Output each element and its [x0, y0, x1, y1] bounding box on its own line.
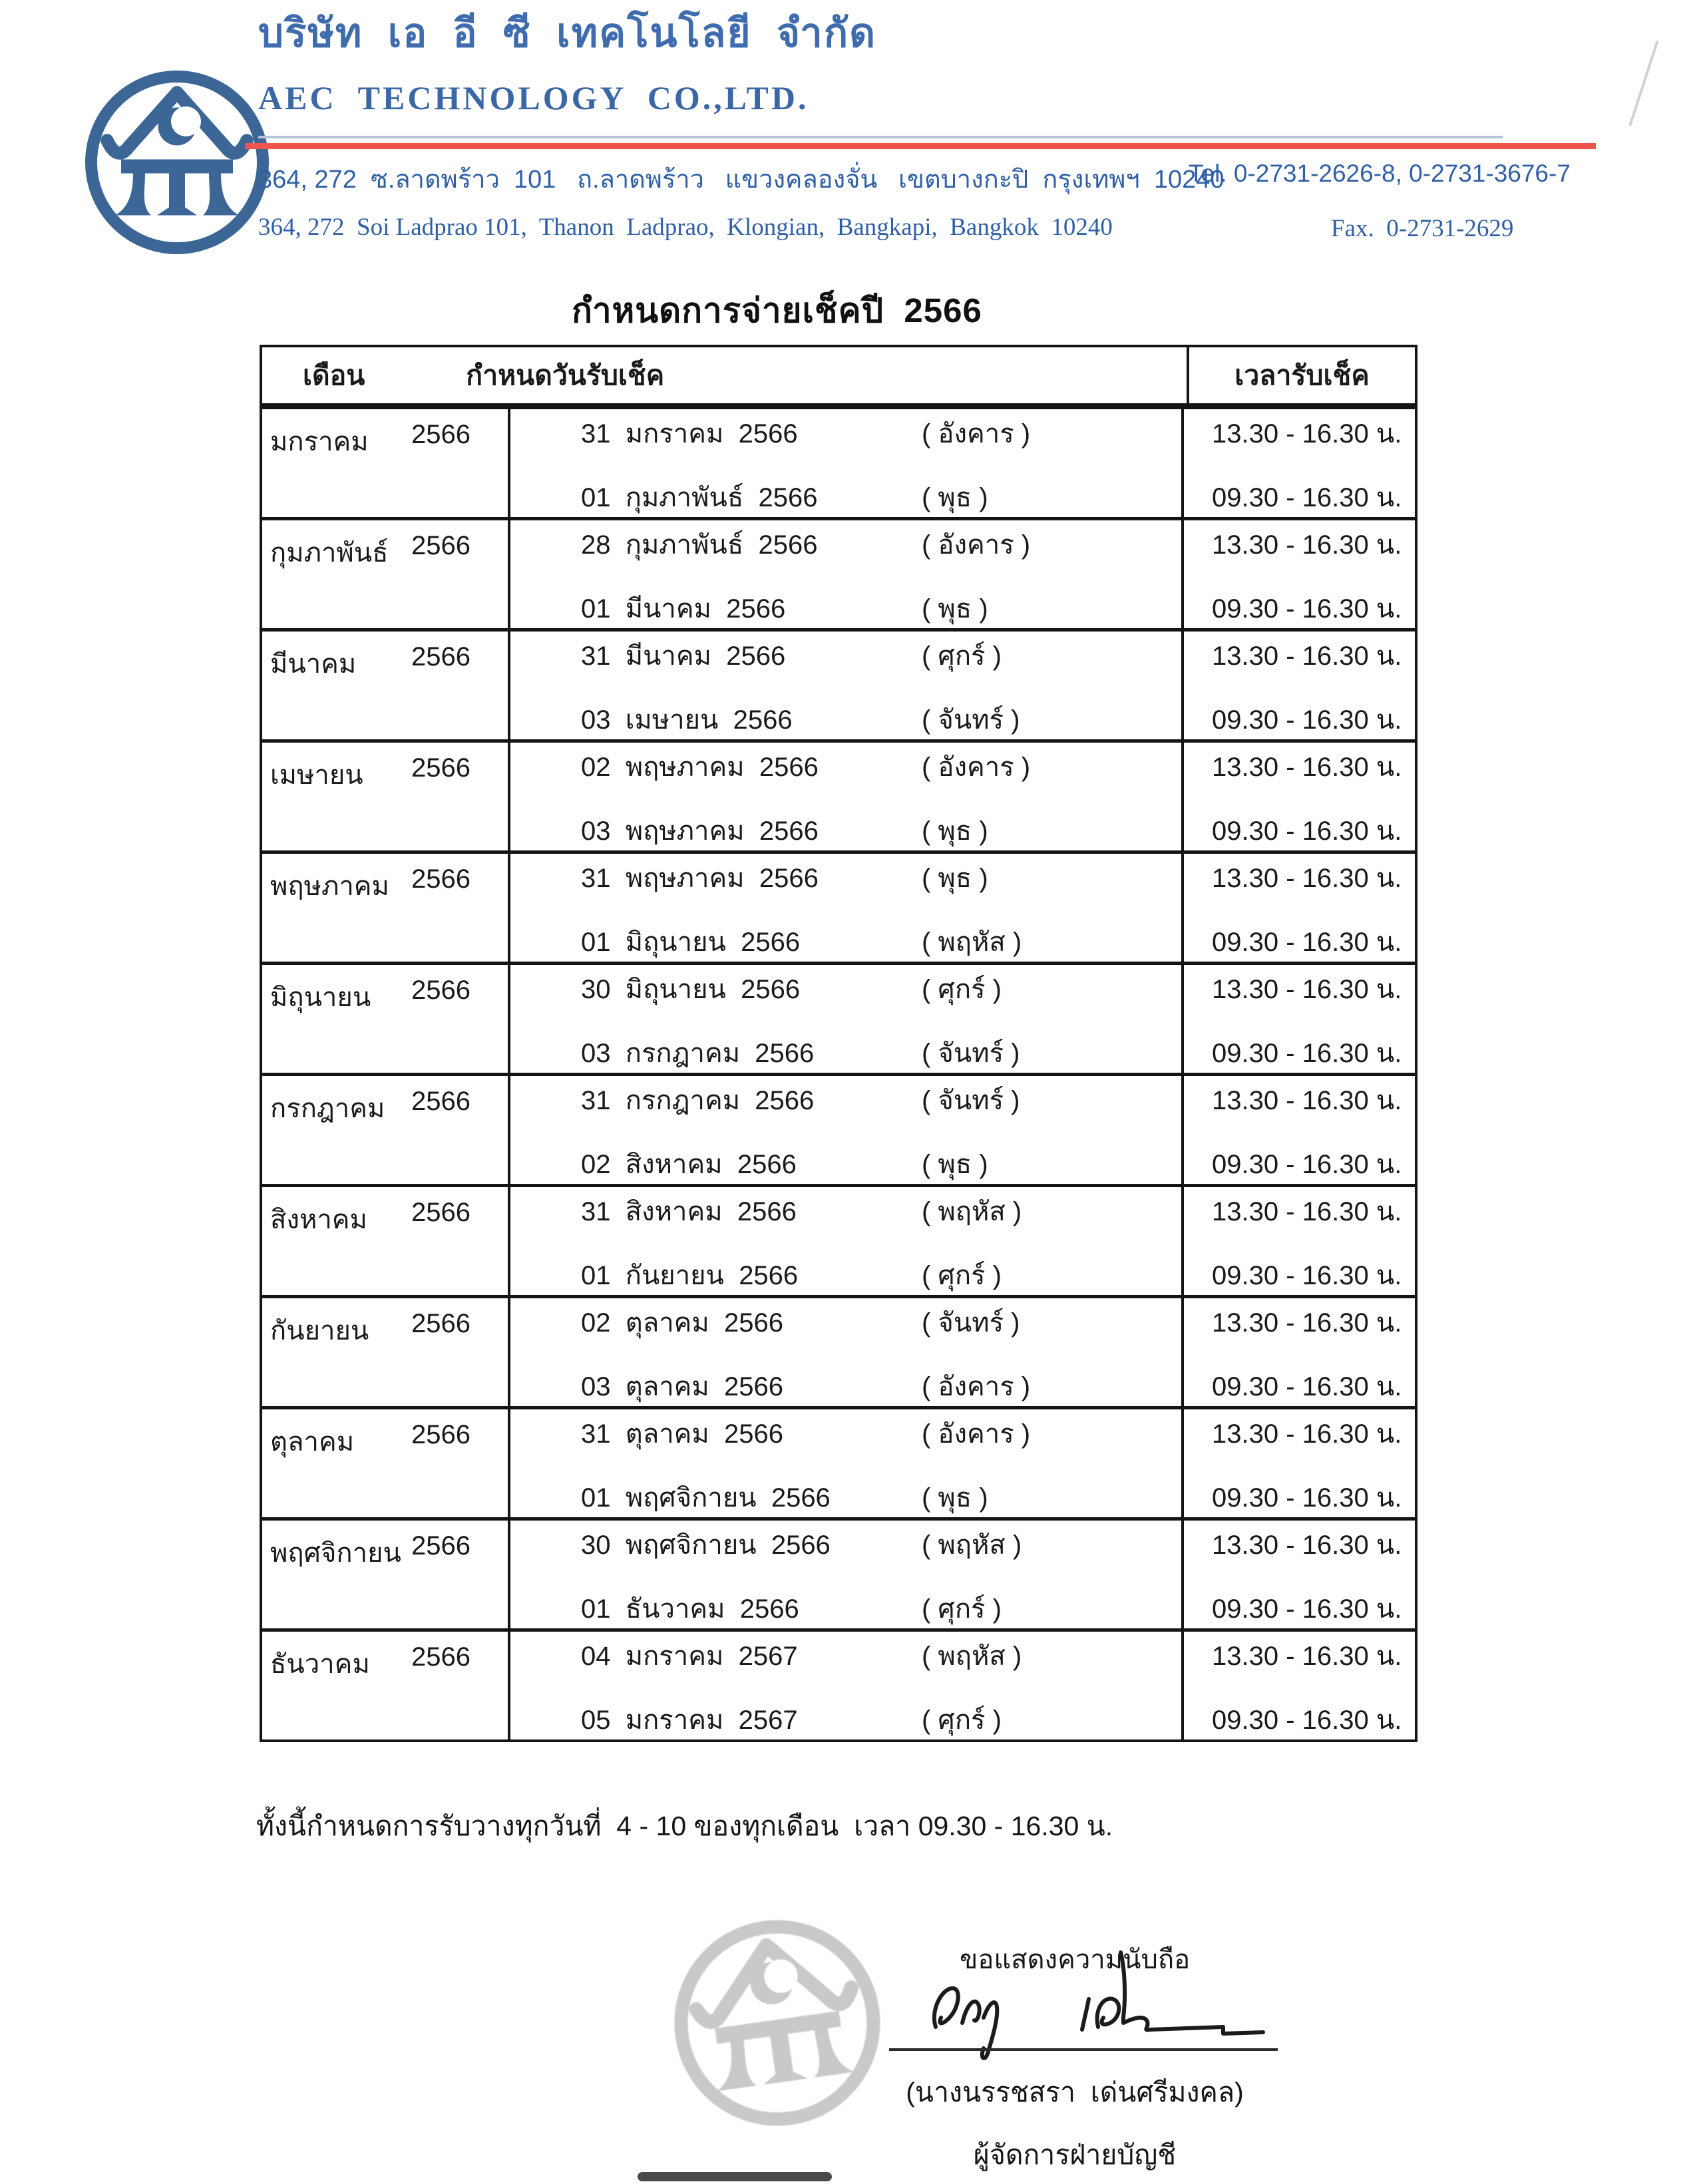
- month-cell: [262, 854, 510, 962]
- weekday-label: ( ศุกร์ ): [922, 641, 1002, 671]
- date-cell: [510, 1187, 1184, 1295]
- month-label: สิงหาคม: [270, 1205, 367, 1234]
- month-cell: [262, 1187, 510, 1295]
- year-label: 2566: [411, 531, 471, 560]
- date-label: 01 พฤศจิกายน 2566: [581, 1483, 831, 1513]
- table-row: [262, 962, 1415, 1073]
- time-label: 13.30 - 16.30 น.: [1212, 419, 1402, 449]
- weekday-label: ( พุธ ): [922, 864, 988, 893]
- weekday-label: ( พฤหัส ): [922, 1197, 1022, 1226]
- month-label: ตุลาคม: [270, 1427, 355, 1457]
- time-label: 13.30 - 16.30 น.: [1212, 1308, 1402, 1338]
- table-row: [262, 739, 1415, 850]
- date-label: 01 กันยายน 2566: [581, 1261, 799, 1290]
- company-address-english: 364, 272 Soi Ladprao 101, Thanon Ladprao, Klongian, Bangkapi, Bangkok 10240: [258, 214, 1113, 241]
- table-row: [262, 1628, 1415, 1739]
- month-cell: [262, 1632, 510, 1739]
- date-label: 31 พฤษภาคม 2566: [581, 864, 819, 893]
- weekday-label: ( จันทร์ ): [922, 1039, 1020, 1068]
- month-cell: [262, 1298, 510, 1406]
- weekday-label: ( พฤหัส ): [922, 928, 1022, 957]
- date-cell: [510, 1632, 1184, 1739]
- weekday-label: ( อังคาร ): [922, 530, 1031, 560]
- signature-line: [889, 2048, 1278, 2051]
- weekday-label: ( อังคาร ): [922, 1419, 1031, 1449]
- time-label: 09.30 - 16.30 น.: [1212, 1706, 1402, 1735]
- month-cell: [262, 1409, 510, 1517]
- month-label: พฤศจิกายน: [270, 1539, 401, 1568]
- year-label: 2566: [411, 1198, 471, 1227]
- schedule-note: ทั้งนี้กำหนดการรับวางทุกวันที่ 4 - 10 ของทุกเดือน เวลา 09.30 - 16.30 น.: [256, 1811, 1113, 1841]
- time-cell: [1184, 1187, 1415, 1295]
- year-label: 2566: [411, 976, 471, 1005]
- year-label: 2566: [411, 1309, 471, 1338]
- year-label: 2566: [411, 642, 471, 671]
- time-label: 09.30 - 16.30 น.: [1212, 705, 1402, 735]
- date-cell: [510, 520, 1184, 628]
- weekday-label: ( พุธ ): [922, 483, 988, 512]
- time-label: 09.30 - 16.30 น.: [1212, 1150, 1402, 1179]
- time-label: 13.30 - 16.30 น.: [1212, 641, 1402, 671]
- signer-name: (นางนรรชสรา เด่นศรีมงคล): [906, 2077, 1244, 2107]
- weekday-label: ( อังคาร ): [922, 419, 1031, 449]
- aec-temple-logo-icon: [77, 56, 277, 269]
- time-label: 13.30 - 16.30 น.: [1212, 753, 1402, 782]
- weekday-label: ( พุธ ): [922, 1150, 988, 1179]
- date-label: 02 พฤษภาคม 2566: [581, 753, 819, 782]
- table-header-left-cell: [262, 347, 1187, 403]
- month-label: กรกฎาคม: [270, 1094, 385, 1123]
- table-header-row: [262, 347, 1415, 406]
- table-row: [262, 1295, 1415, 1406]
- column-header-month: เดือน: [303, 359, 365, 391]
- table-row: [262, 850, 1415, 962]
- month-label: กุมภาพันธ์: [270, 538, 389, 568]
- time-label: 13.30 - 16.30 น.: [1212, 530, 1402, 560]
- date-label: 31 มกราคม 2566: [581, 419, 798, 449]
- time-cell: [1184, 1632, 1415, 1739]
- weekday-label: ( ศุกร์ ): [922, 975, 1002, 1004]
- weekday-label: ( พฤหัส ): [922, 1642, 1022, 1671]
- time-label: 09.30 - 16.30 น.: [1212, 1594, 1402, 1624]
- month-cell: [262, 632, 510, 739]
- scan-artifact: [638, 2172, 832, 2181]
- date-label: 01 ธันวาคม 2566: [581, 1594, 799, 1624]
- date-label: 31 กรกฎาคม 2566: [581, 1086, 815, 1115]
- table-row: [262, 1073, 1415, 1184]
- month-label: มีนาคม: [270, 649, 357, 679]
- date-label: 31 สิงหาคม 2566: [581, 1197, 797, 1226]
- table-row: [262, 628, 1415, 739]
- month-cell: [262, 1076, 510, 1184]
- time-label: 09.30 - 16.30 น.: [1212, 1372, 1402, 1401]
- table-row: [262, 517, 1415, 628]
- weekday-label: ( ศุกร์ ): [922, 1261, 1002, 1290]
- date-label: 30 มิถุนายน 2566: [581, 975, 801, 1004]
- company-name-english: AEC TECHNOLOGY CO.,LTD.: [258, 79, 809, 116]
- telephone-number: Tel. 0-2731-2626-8, 0-2731-3676-7: [1189, 160, 1571, 187]
- date-label: 04 มกราคม 2567: [581, 1642, 798, 1671]
- month-label: มิถุนายน: [270, 983, 371, 1012]
- date-label: 03 กรกฎาคม 2566: [581, 1039, 815, 1068]
- weekday-label: ( จันทร์ ): [922, 705, 1020, 735]
- letterhead-divider-gray: [258, 136, 1503, 138]
- month-label: มกราคม: [270, 427, 369, 456]
- date-cell: [510, 1076, 1184, 1184]
- time-cell: [1184, 632, 1415, 739]
- month-label: พฤษภาคม: [270, 872, 389, 901]
- month-label: เมษายน: [270, 761, 363, 790]
- time-cell: [1184, 409, 1415, 517]
- check-payment-schedule-table: [260, 345, 1417, 1742]
- time-label: 13.30 - 16.30 น.: [1212, 1531, 1402, 1560]
- date-label: 30 พฤศจิกายน 2566: [581, 1531, 831, 1560]
- weekday-label: ( จันทร์ ): [922, 1086, 1020, 1115]
- time-label: 09.30 - 16.30 น.: [1212, 1261, 1402, 1290]
- date-label: 01 มิถุนายน 2566: [581, 928, 801, 957]
- time-cell: [1184, 965, 1415, 1073]
- date-label: 05 มกราคม 2567: [581, 1706, 798, 1735]
- time-cell: [1184, 854, 1415, 962]
- date-label: 28 กุมภาพันธ์ 2566: [581, 530, 818, 560]
- letterhead-divider-red: [245, 143, 1596, 149]
- date-label: 03 พฤษภาคม 2566: [581, 817, 819, 846]
- month-cell: [262, 409, 510, 517]
- year-label: 2566: [411, 1642, 471, 1672]
- date-cell: [510, 743, 1184, 850]
- table-row: [262, 1406, 1415, 1517]
- time-label: 13.30 - 16.30 น.: [1212, 1197, 1402, 1226]
- year-label: 2566: [411, 1420, 471, 1449]
- column-header-date: กำหนดวันรับเช็ค: [466, 359, 665, 391]
- time-cell: [1184, 520, 1415, 628]
- weekday-label: ( พุธ ): [922, 594, 988, 624]
- date-label: 01 กุมภาพันธ์ 2566: [581, 483, 818, 512]
- company-name-thai: บริษัท เอ อี ซี เทคโนโลยี จำกัด: [258, 11, 877, 55]
- date-cell: [510, 1521, 1184, 1628]
- time-label: 09.30 - 16.30 น.: [1212, 928, 1402, 957]
- year-label: 2566: [411, 1531, 471, 1560]
- handwritten-signature: [910, 1948, 1296, 2062]
- date-cell: [510, 632, 1184, 739]
- month-label: ธันวาคม: [270, 1650, 370, 1679]
- date-label: 02 สิงหาคม 2566: [581, 1150, 797, 1179]
- time-label: 09.30 - 16.30 น.: [1212, 594, 1402, 624]
- time-label: 09.30 - 16.30 น.: [1212, 1483, 1402, 1513]
- month-cell: [262, 965, 510, 1073]
- weekday-label: ( ศุกร์ ): [922, 1594, 1002, 1624]
- weekday-label: ( พฤหัส ): [922, 1531, 1022, 1560]
- time-cell: [1184, 1521, 1415, 1628]
- table-row: [262, 406, 1415, 517]
- year-label: 2566: [411, 864, 471, 894]
- time-label: 09.30 - 16.30 น.: [1212, 817, 1402, 846]
- time-cell: [1184, 1409, 1415, 1517]
- document-title: กำหนดการจ่ายเช็คปี 2566: [572, 291, 982, 329]
- date-label: 03 เมษายน 2566: [581, 705, 793, 735]
- time-label: 09.30 - 16.30 น.: [1212, 483, 1402, 512]
- month-label: กันยายน: [270, 1316, 369, 1346]
- column-header-time: เวลารับเช็ค: [1187, 347, 1415, 403]
- weekday-label: ( พุธ ): [922, 817, 988, 846]
- time-label: 13.30 - 16.30 น.: [1212, 864, 1402, 893]
- date-cell: [510, 854, 1184, 962]
- weekday-label: ( จันทร์ ): [922, 1308, 1020, 1338]
- time-label: 09.30 - 16.30 น.: [1212, 1039, 1402, 1068]
- table-row: [262, 1184, 1415, 1295]
- closing-salutation: ขอแสดงความนับถือ: [960, 1945, 1191, 1974]
- time-cell: [1184, 743, 1415, 850]
- time-cell: [1184, 1298, 1415, 1406]
- time-label: 13.30 - 16.30 น.: [1212, 1419, 1402, 1449]
- weekday-label: ( ศุกร์ ): [922, 1706, 1002, 1735]
- year-label: 2566: [411, 1087, 471, 1116]
- month-cell: [262, 1521, 510, 1628]
- signer-position: ผู้จัดการฝ่ายบัญชี: [973, 2139, 1177, 2170]
- year-label: 2566: [411, 753, 471, 783]
- month-cell: [262, 743, 510, 850]
- year-label: 2566: [411, 420, 471, 449]
- time-label: 13.30 - 16.30 น.: [1212, 1086, 1402, 1115]
- table-row: [262, 1517, 1415, 1628]
- weekday-label: ( อังคาร ): [922, 753, 1031, 782]
- date-label: 02 ตุลาคม 2566: [581, 1308, 784, 1338]
- time-label: 13.30 - 16.30 น.: [1212, 975, 1402, 1004]
- weekday-label: ( อังคาร ): [922, 1372, 1031, 1401]
- month-cell: [262, 520, 510, 628]
- date-label: 31 ตุลาคม 2566: [581, 1419, 784, 1449]
- time-label: 13.30 - 16.30 น.: [1212, 1642, 1402, 1671]
- date-cell: [510, 965, 1184, 1073]
- company-address-thai: 364, 272 ซ.ลาดพร้าว 101 ถ.ลาดพร้าว แขวงคลองจั่น เขตบางกะปิ กรุงเทพฯ 10240: [258, 166, 1225, 194]
- date-cell: [510, 409, 1184, 517]
- fax-number: Fax. 0-2731-2629: [1331, 215, 1514, 242]
- weekday-label: ( พุธ ): [922, 1483, 988, 1513]
- date-cell: [510, 1298, 1184, 1406]
- time-cell: [1184, 1076, 1415, 1184]
- date-label: 03 ตุลาคม 2566: [581, 1372, 784, 1401]
- scan-artifact: [1628, 41, 1658, 126]
- date-label: 31 มีนาคม 2566: [581, 641, 786, 671]
- date-cell: [510, 1409, 1184, 1517]
- date-label: 01 มีนาคม 2566: [581, 594, 786, 624]
